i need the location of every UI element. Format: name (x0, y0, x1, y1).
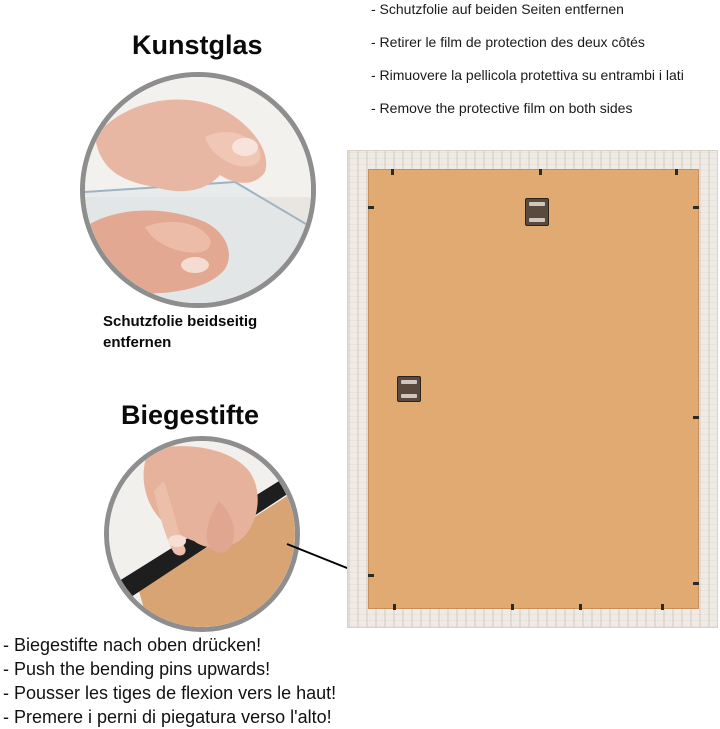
kunstglas-caption-line1: Schutzfolie beidseitig (103, 313, 258, 330)
bending-pin (368, 574, 374, 577)
kunstglas-heading: Kunstglas (132, 30, 263, 60)
bending-pin (579, 604, 582, 610)
bending-pin (661, 604, 664, 610)
hands-peeling-film-image (85, 77, 311, 303)
instruction-top-en: - Remove the protective film on both sides (371, 100, 633, 116)
instruction-top-de: - Schutzfolie auf beiden Seiten entfernen (371, 1, 624, 17)
bending-pin (675, 169, 678, 175)
kunstglas-caption-line2: entfernen (103, 334, 172, 351)
instruction-bottom-en: - Push the bending pins upwards! (3, 659, 271, 679)
biegestifte-heading: Biegestifte (121, 400, 260, 430)
bending-pin (693, 582, 699, 585)
instruction-top-fr: - Retirer le film de protection des deux côtés (371, 34, 645, 50)
instruction-bottom-fr: - Pousser les tiges de flexion vers le haut! (3, 683, 337, 703)
bending-pin (693, 416, 699, 419)
instructions-top-list (371, 0, 684, 132)
hand-pushing-pin-image (109, 441, 295, 627)
instruction-bottom-de: - Biegestifte nach oben drücken! (3, 635, 262, 655)
bending-pin (391, 169, 394, 175)
picture-frame (347, 150, 718, 628)
instruction-bottom-it: - Premere i perni di piegatura verso l'alto! (3, 707, 332, 727)
bending-pin (393, 604, 396, 610)
bending-pin (368, 206, 374, 209)
backing-board (368, 169, 699, 609)
instructions-bottom-list (3, 633, 336, 729)
protective-film-photo (80, 72, 316, 308)
hanger-top (525, 198, 549, 226)
bending-pin-photo (104, 436, 300, 632)
bending-pin (511, 604, 514, 610)
bending-pin (539, 169, 542, 175)
instruction-top-it: - Rimuovere la pellicola protettiva su entrambi i lati (371, 67, 684, 83)
bending-pin (693, 206, 699, 209)
kunstglas-caption (103, 311, 257, 353)
hanger-side (397, 376, 421, 402)
